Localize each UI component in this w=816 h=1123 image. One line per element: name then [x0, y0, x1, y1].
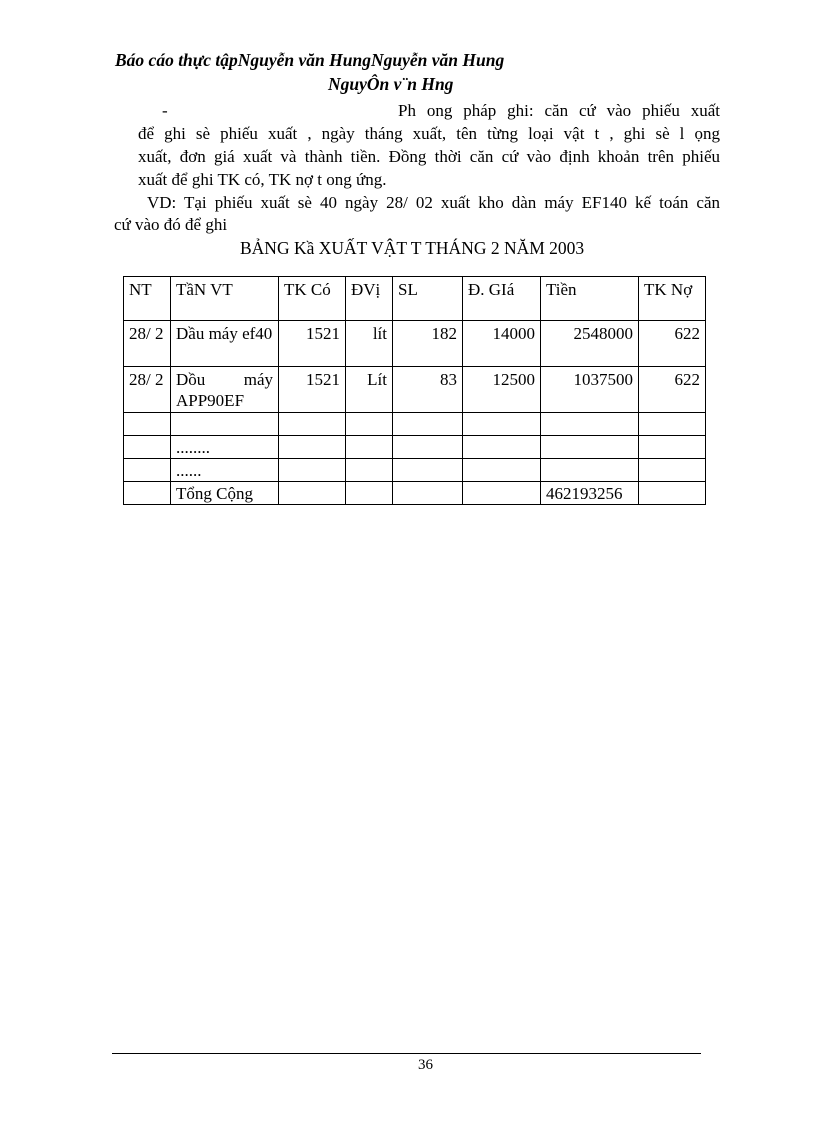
table-cell	[279, 459, 346, 482]
table-cell	[463, 459, 541, 482]
table-cell: 28/ 2	[124, 367, 171, 413]
table-cell	[124, 482, 171, 505]
table-cell	[124, 436, 171, 459]
table-cell	[393, 413, 463, 436]
table-cell: Dồu máy APP90EF	[171, 367, 279, 413]
column-header: TầN VT	[171, 277, 279, 321]
table-cell	[124, 459, 171, 482]
table-cell	[541, 436, 639, 459]
column-header: TK Nợ	[639, 277, 706, 321]
table-cell	[279, 436, 346, 459]
table-cell	[541, 459, 639, 482]
table-cell	[346, 482, 393, 505]
table-cell: ........	[171, 436, 279, 459]
table-cell	[463, 436, 541, 459]
column-header: ĐVị	[346, 277, 393, 321]
table-cell: lít	[346, 321, 393, 367]
column-header: TK Có	[279, 277, 346, 321]
table-cell: 622	[639, 367, 706, 413]
table-cell: 28/ 2	[124, 321, 171, 367]
table-cell	[463, 413, 541, 436]
paragraph-line: xuất để ghi TK có, TK nợ t ong ứng.	[138, 170, 387, 189]
table-cell	[279, 482, 346, 505]
table-row	[124, 413, 706, 436]
column-header: NT	[124, 277, 171, 321]
table-cell: 1521	[279, 321, 346, 367]
example-line: cứ vào đó để ghi	[114, 215, 228, 234]
table-cell	[639, 482, 706, 505]
table-cell	[541, 413, 639, 436]
table-row	[124, 459, 706, 482]
table-cell: 1037500	[541, 367, 639, 413]
table-cell: 182	[393, 321, 463, 367]
column-header: Đ. GIá	[463, 277, 541, 321]
column-header: SL	[393, 277, 463, 321]
table-title: BẢNG Kầ XUẤT VẬT T THÁNG 2 NĂM 2003	[240, 238, 585, 258]
table-cell	[393, 459, 463, 482]
example-line: VD: Tại phiếu xuất sè 40 ngày 28/ 02 xuất kho dàn máy EF140 kế toán căn	[147, 193, 720, 212]
table-cell: 462193256	[541, 482, 639, 505]
page-number: 36	[418, 1057, 433, 1073]
table-cell: 622	[639, 321, 706, 367]
table-header-row	[124, 277, 706, 321]
table-cell	[346, 459, 393, 482]
table-total-row	[124, 482, 706, 505]
table-cell: ......	[171, 459, 279, 482]
report-header-title: Báo cáo thực tậpNguyễn văn HungNguyễn văn Hung	[115, 50, 505, 70]
table-cell: Dầu máy ef40	[171, 321, 279, 367]
paragraph-line: xuất, đơn giá xuất và thành tiền. Đồng thời căn cứ vào định khoản trên phiếu	[138, 147, 720, 166]
paragraph-line: để ghi sè phiếu xuất , ngày tháng xuất, tên từng loại vật t , ghi sè l ọng	[138, 124, 720, 143]
table-cell: 83	[393, 367, 463, 413]
table-row	[124, 321, 706, 367]
table-cell: 14000	[463, 321, 541, 367]
footer-divider	[112, 1053, 701, 1054]
table-cell	[639, 459, 706, 482]
table-cell	[393, 482, 463, 505]
table-cell	[124, 413, 171, 436]
report-header-author: NguyÔn v¨n Hng	[328, 74, 454, 94]
table-cell: 12500	[463, 367, 541, 413]
table-cell	[463, 482, 541, 505]
table-cell	[639, 413, 706, 436]
table-cell	[346, 413, 393, 436]
table-row	[124, 367, 706, 413]
table-cell	[639, 436, 706, 459]
table-cell: 2548000	[541, 321, 639, 367]
table-cell: 1521	[279, 367, 346, 413]
bullet-dash: -	[162, 101, 168, 120]
table-cell	[279, 413, 346, 436]
column-header: Tiền	[541, 277, 639, 321]
table-cell: Lít	[346, 367, 393, 413]
table-cell	[171, 413, 279, 436]
table-row	[124, 436, 706, 459]
materials-issue-table	[123, 276, 706, 505]
table-cell: Tổng Cộng	[171, 482, 279, 505]
table-cell	[393, 436, 463, 459]
table-cell	[346, 436, 393, 459]
paragraph-line: Ph ong pháp ghi: căn cứ vào phiếu xuất	[398, 101, 720, 120]
